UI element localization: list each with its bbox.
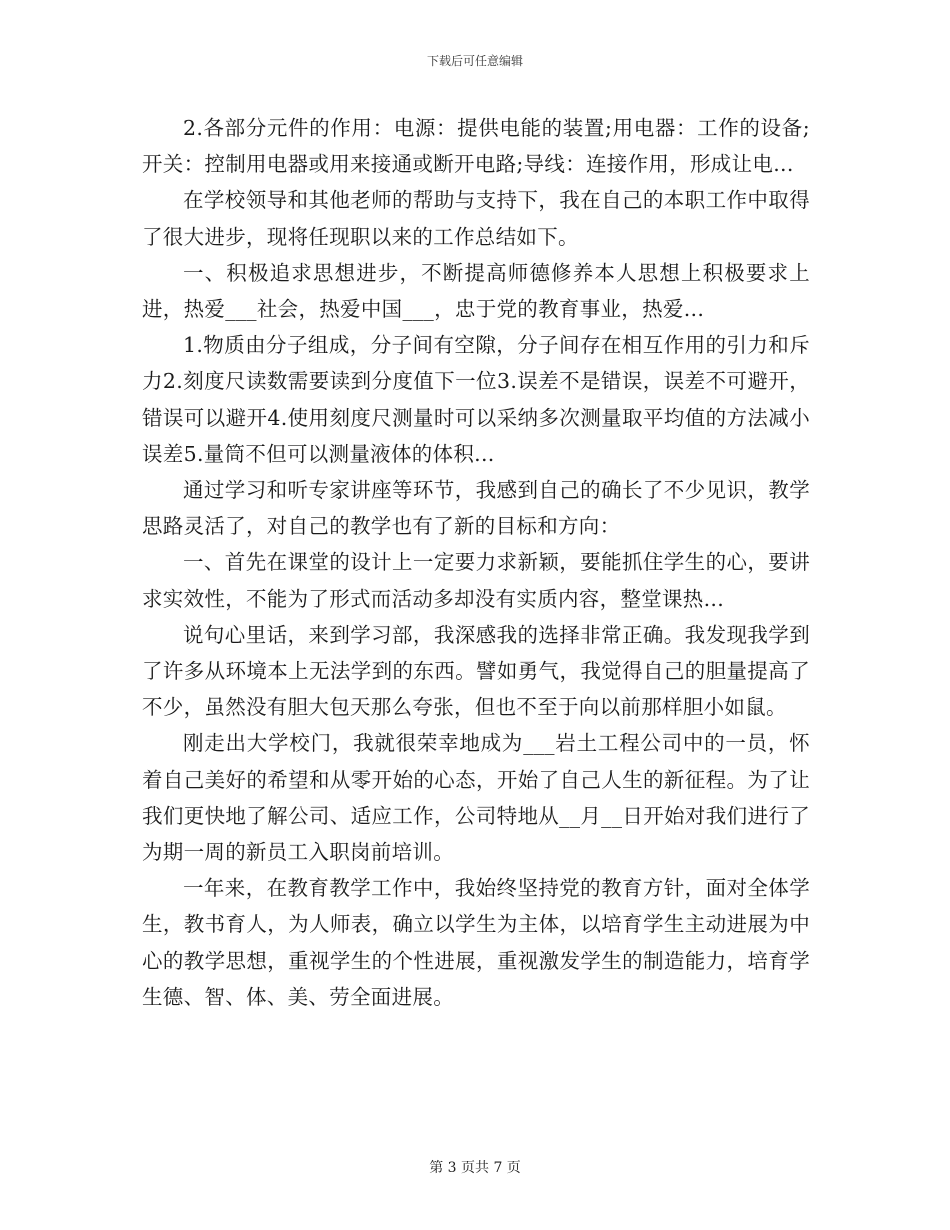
paragraph-6: 一、首先在课堂的设计上一定要力求新颖，要能抓住学生的心，要讲求实效性，不能为了形式而活动多却没有实质内容，整堂课热... [142, 550, 810, 611]
paragraph-7: 说句心里话，来到学习部，我深感我的选择非常正确。我发现我学到了许多从环境本上无法学到的东西。譬如勇气，我觉得自己的胆量提高了不少，虽然没有胆大包天那么夸张，但也不至于向以前那样胆小如鼠。 [142, 622, 810, 720]
paragraph-8: 刚走出大学校门，我就很荣幸地成为___岩土工程公司中的一员，怀着自己美好的希望和从零开始的心态，开始了自己人生的新征程。为了让我们更快地了解公司、适应工作，公司特地从__月__日开始对我们进行了为期一周的新员工入职岗前培训。 [142, 731, 810, 865]
paragraph-9: 一年来，在教育教学工作中，我始终坚持党的教育方针，面对全体学生，教书育人，为人师表，确立以学生为主体，以培育学生主动进展为中心的教学思想，重视学生的个性进展，重视激发学生的制造能力，培育学生德、智、体、美、劳全面进展。 [142, 876, 810, 1009]
paragraph-1: 2.各部分元件的作用：电源：提供电能的装置;用电器：工作的设备;开关：控制用电器或用来接通或断开电路;导线：连接作用，形成让电... [142, 116, 810, 177]
page-header: 下载后可任意编辑 [426, 54, 523, 68]
paragraph-3: 一、积极追求思想进步，不断提高师德修养本人思想上积极要求上进，热爱___社会，热爱中国___，忠于党的教育事业，热爱... [142, 260, 810, 322]
paragraph-5: 通过学习和听专家讲座等环节，我感到自己的确长了不少见识，教学思路灵活了，对自己的教学也有了新的目标和方向： [142, 478, 810, 539]
document-body [142, 110, 810, 1015]
page-number: 第 3 页共 7 页 [429, 1160, 521, 1176]
paragraph-2: 在学校领导和其他老师的帮助与支持下，我在自己的本职工作中取得了很大进步，现将任现职以来的工作总结如下。 [142, 188, 810, 249]
paragraph-4: 1.物质由分子组成，分子间有空隙，分子间存在相互作用的引力和斥力2.刻度尺读数需要读到分度值下一位3.误差不是错误，误差不可避开，错误可以避开4.使用刻度尺测量时可以采纳多次测量取平均值的方法减小误差5.量筒不但可以测量液体的体积... [142, 333, 810, 466]
